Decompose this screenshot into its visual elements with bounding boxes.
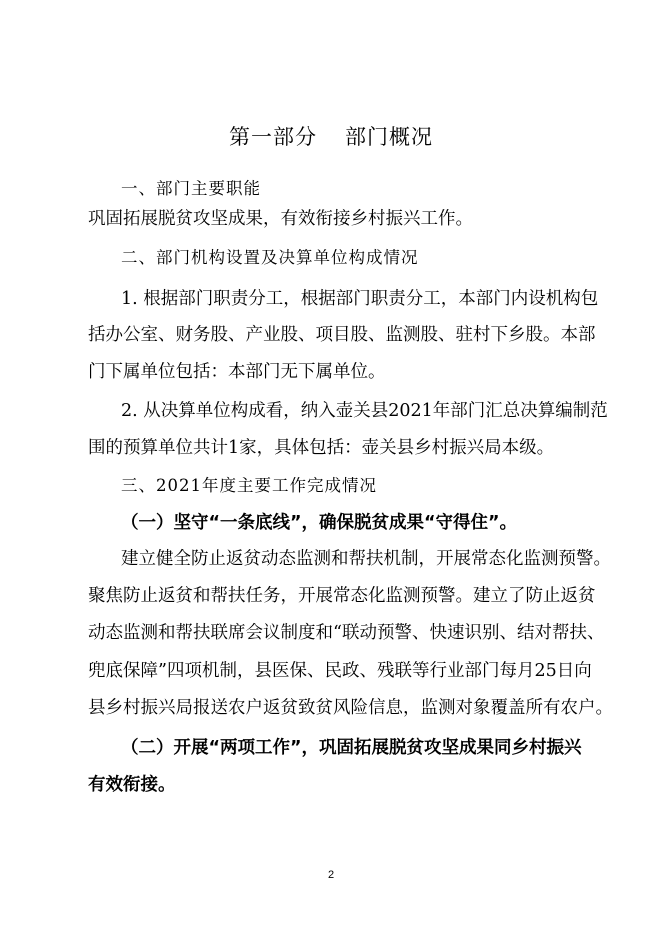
work-item1-line1: 建立健全防止返贫动态监测和帮扶机制，开展常态化监测预警。 bbox=[121, 549, 611, 569]
structure-para1-line2: 括办公室、财务股、产业股、项目股、监测股、驻村下乡股。本部 bbox=[88, 325, 596, 345]
work-item2-title-line1: （二）开展“两项工作”，巩固拓展脱贫攻坚成果同乡村振兴 bbox=[121, 738, 582, 758]
page-title bbox=[0, 121, 662, 151]
structure-para1-line1: 1. 根据部门职责分工，根据部门职责分工，本部门内设机构包 bbox=[121, 289, 599, 309]
section-heading-structure: 二、部门机构设置及决算单位构成情况 bbox=[121, 248, 419, 267]
section-heading-functions: 一、部门主要职能 bbox=[121, 179, 261, 198]
work-item1-line5: 县乡村振兴局报送农户返贫致贫风险信息，监测对象覆盖所有农户。 bbox=[88, 698, 613, 718]
structure-para1-line3: 门下属单位包括：本部门无下属单位。 bbox=[88, 362, 386, 382]
work-item1-line2: 聚焦防止返贫和帮扶任务，开展常态化监测预警。建立了防止返贫 bbox=[88, 586, 596, 606]
work-item1-line4: 兜底保障”四项机制，县医保、民政、残联等行业部门每月25日向 bbox=[88, 661, 592, 681]
work-item1-line3: 动态监测和帮扶联席会议制度和“联动预警、快速识别、结对帮扶、 bbox=[88, 623, 605, 643]
page-number: 2 bbox=[327, 869, 335, 881]
structure-para2-line2: 围的预算单位共计1家，具体包括：壶关县乡村振兴局本级。 bbox=[88, 438, 555, 458]
structure-para2-line1: 2. 从决算单位构成看，纳入壶关县2021年部门汇总决算编制范 bbox=[121, 401, 608, 421]
title-name: 部门概况 bbox=[345, 125, 433, 149]
functions-text: 巩固拓展脱贫攻坚成果，有效衔接乡村振兴工作。 bbox=[88, 209, 473, 229]
work-item1-title: （一）坚守“一条底线”，确保脱贫成果“守得住”。 bbox=[121, 513, 518, 533]
work-item2-title-line2: 有效衔接。 bbox=[88, 775, 176, 795]
title-part: 第一部分 bbox=[229, 125, 317, 149]
section-heading-work: 三、2021年度主要工作完成情况 bbox=[121, 476, 377, 495]
